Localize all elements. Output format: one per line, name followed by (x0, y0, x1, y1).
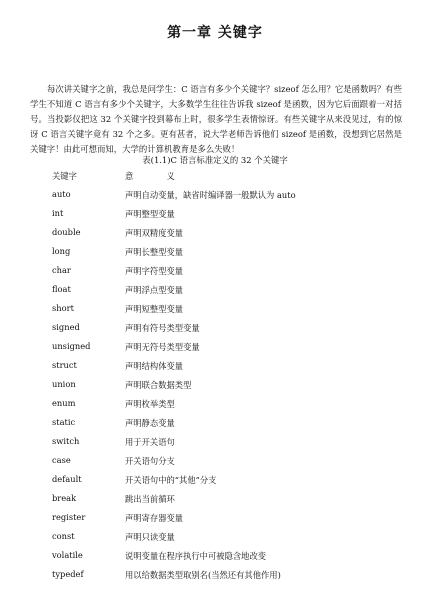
meaning-cell: 声明结构体变量 (125, 361, 184, 371)
meaning-cell: 用于开关语句 (125, 437, 175, 447)
table-row (0, 337, 430, 356)
table-row (0, 508, 430, 527)
table-caption: 表(1.1)C 语言标准定义的 32 个关键字 (142, 155, 288, 165)
meaning-cell: 声明短整型变量 (125, 304, 184, 314)
meaning-cell: 声明浮点型变量 (125, 285, 184, 295)
meaning-cell: 声明整型变量 (125, 209, 175, 219)
keyword-cell: double (52, 227, 81, 237)
table-row (0, 223, 430, 242)
keyword-cell: register (52, 512, 86, 522)
meaning-cell: 说明变量在程序执行中可被隐含地改变 (125, 551, 267, 561)
keyword-cell: static (52, 417, 76, 427)
table-row (0, 432, 430, 451)
keyword-cell: const (52, 531, 75, 541)
meaning-cell: 声明静态变量 (125, 418, 175, 428)
keyword-cell: int (52, 208, 64, 218)
keyword-cell: enum (52, 398, 76, 408)
keyword-cell: signed (52, 322, 80, 332)
table-row (0, 527, 430, 546)
table-row (0, 413, 430, 432)
keyword-cell: long (52, 246, 71, 256)
meaning-cell: 声明枚举类型 (125, 399, 175, 409)
keyword-cell: volatile (52, 550, 83, 560)
header-meaning: 意 义 (125, 171, 175, 181)
intro-paragraph: 每次讲关键字之前，我总是问学生：C 语言有多少个关键字？sizeof 怎么用？它是函数吗？有些学生不知道 C 语言有多少个关键字，大多数学生往往告诉我 sizeof 是函数，因为它后面跟着一对括号。当投影仪把这 32 个关键字投到幕布上时，很多学生表情惊讶。有些关键字从来没见过，有的惊讶 C 语言关键字竟有 32 个之多。更有甚者，说大学老师告诉他们 sizeof 是函数，没想到它居然是关键字！由此可想而知，大学的计算机教育是多么失败！ (30, 84, 402, 154)
meaning-cell: 跳出当前循环 (125, 494, 175, 504)
meaning-cell: 开关语句中的“其他”分支 (125, 475, 217, 485)
keyword-cell: auto (52, 189, 71, 199)
meaning-cell: 声明自动变量，缺省时编译器一般默认为 auto (125, 190, 296, 200)
keyword-cell: char (52, 265, 71, 275)
table-row (0, 489, 430, 508)
table-row (0, 204, 430, 223)
keyword-cell: float (52, 284, 71, 294)
keyword-cell: case (52, 455, 71, 465)
meaning-cell: 声明无符号类型变量 (125, 342, 200, 352)
table-row (0, 280, 430, 299)
keyword-cell: switch (52, 436, 80, 446)
table-row (0, 261, 430, 280)
table-row (0, 394, 430, 413)
header-keyword: 关键字 (52, 171, 77, 181)
meaning-cell: 声明长整型变量 (125, 247, 184, 257)
meaning-cell: 声明联合数据类型 (125, 380, 192, 390)
meaning-cell: 声明双精度变量 (125, 228, 184, 238)
table-row (0, 451, 430, 470)
keyword-cell: union (52, 379, 76, 389)
chapter-title: 第一章 关键字 (167, 25, 263, 41)
keyword-cell: struct (52, 360, 77, 370)
meaning-cell: 声明有符号类型变量 (125, 323, 200, 333)
table-row (0, 318, 430, 337)
keyword-cell: short (52, 303, 74, 313)
table-row (0, 470, 430, 489)
meaning-cell: 声明寄存器变量 (125, 513, 184, 523)
meaning-cell: 声明只读变量 (125, 532, 175, 542)
table-row (0, 375, 430, 394)
meaning-cell: 声明字符型变量 (125, 266, 184, 276)
table-row (0, 299, 430, 318)
meaning-cell: 开关语句分支 (125, 456, 175, 466)
keyword-cell: default (52, 474, 82, 484)
keyword-cell: typedef (52, 569, 84, 579)
meaning-cell: 用以给数据类型取别名(当然还有其他作用) (125, 570, 281, 580)
keyword-cell: break (52, 493, 77, 503)
table-row (0, 185, 430, 204)
table-row (0, 242, 430, 261)
table-row (0, 546, 430, 565)
table-header-row (0, 166, 430, 185)
keyword-cell: unsigned (52, 341, 91, 351)
table-row (0, 356, 430, 375)
table-row (0, 565, 430, 584)
